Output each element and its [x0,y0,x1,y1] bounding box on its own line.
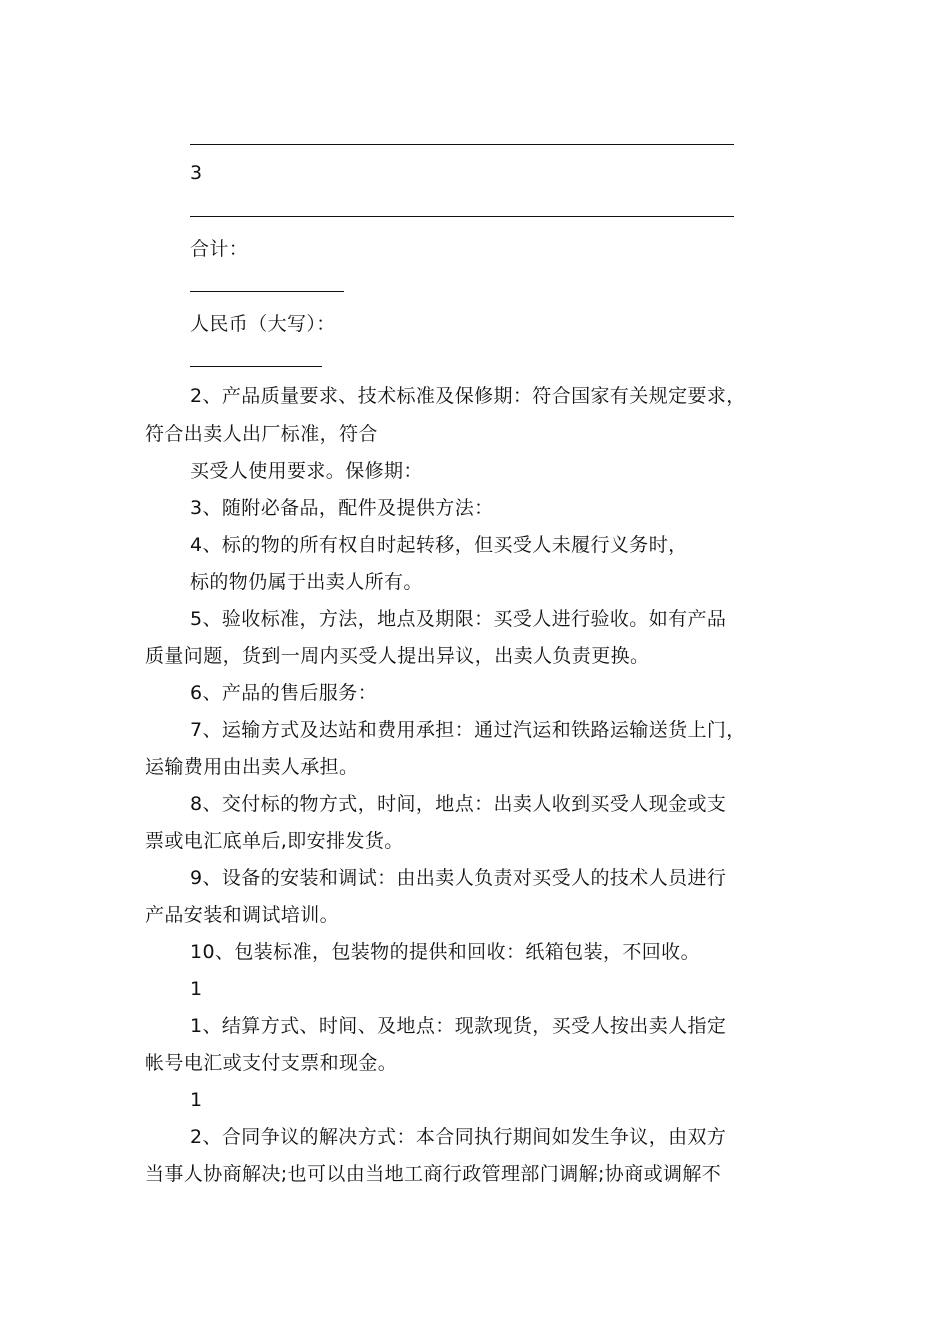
clause-4-line-1: 4、标的物的所有权自时起转移，但买受人未履行义务时， [190,534,688,556]
clause-7-line-2: 运输费用由出卖人承担。 [145,756,359,778]
clause-9-line-2: 产品安装和调试培训。 [145,904,340,926]
blank-line-1 [190,144,734,145]
row-number-3: 3 [190,162,203,184]
clause-8-line-1: 8、交付标的物方式，时间，地点：出卖人收到买受人现金或支 [190,793,727,815]
clause-12-line-1: 2、合同争议的解决方式：本合同执行期间如发生争议，由双方 [190,1126,727,1148]
clause-11-line-1: 1、结算方式、时间、及地点：现款现货，买受人按出卖人指定 [190,1015,727,1037]
section-number-1a: 1 [190,978,203,1000]
clause-6: 6、产品的售后服务： [190,682,378,704]
clause-10: 10、包装标准，包装物的提供和回收：纸箱包装，不回收。 [190,941,700,963]
clause-2-line-2: 符合出卖人出厂标准，符合 [145,423,378,445]
clause-2-line-1: 2、产品质量要求、技术标准及保修期：符合国家有关规定要求， [190,385,746,407]
clause-3: 3、随附必备品，配件及提供方法： [190,497,494,519]
clause-5-line-1: 5、验收标准，方法，地点及期限：买受人进行验收。如有产品 [190,608,727,630]
section-number-1b: 1 [190,1089,203,1111]
rmb-uppercase-label: 人民币（大写）： [190,313,336,335]
total-label: 合计： [190,238,249,260]
clause-12-line-2: 当事人协商解决;也可以由当地工商行政管理部门调解;协商或调解不 [145,1163,722,1185]
total-blank [190,291,344,292]
blank-line-2 [190,216,734,217]
clause-9-line-1: 9、设备的安装和调试：由出卖人负责对买受人的技术人员进行 [190,867,727,889]
clause-7-line-1: 7、运输方式及达站和费用承担：通过汽运和铁路运输送货上门， [190,719,746,741]
clause-2-line-3: 买受人使用要求。保修期： [190,460,423,482]
clause-11-line-2: 帐号电汇或支付支票和现金。 [145,1052,398,1074]
clause-8-line-2: 票或电汇底单后,即安排发货。 [145,830,404,852]
clause-4-line-2: 标的物仍属于出卖人所有。 [190,571,423,593]
rmb-blank [190,366,322,367]
clause-5-line-2: 质量问题，货到一周内买受人提出异议，出卖人负责更换。 [145,645,650,667]
